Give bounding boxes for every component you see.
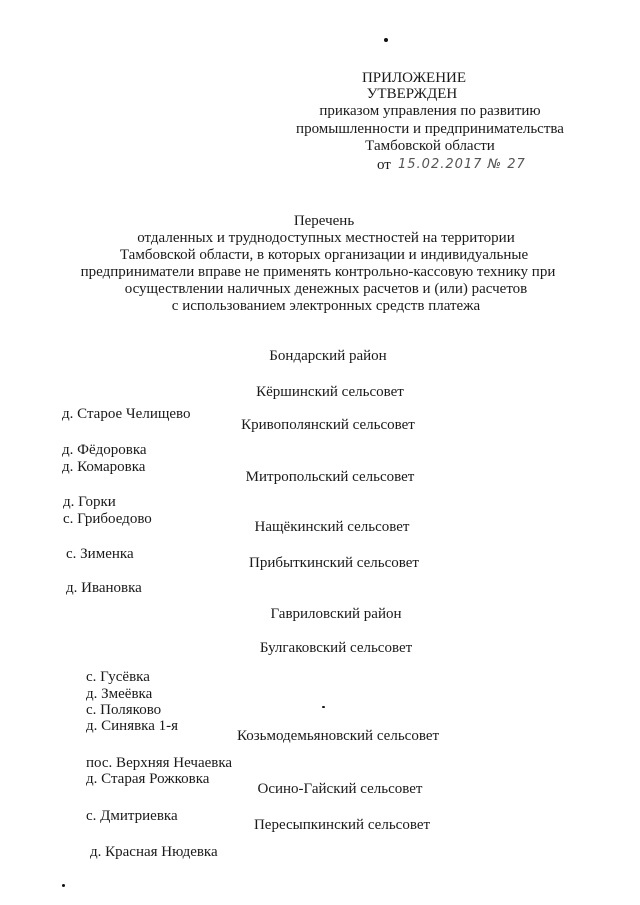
title-line-3: предприниматели вправе не применять контрольно-кассовую технику при: [80, 264, 556, 280]
locality-item: д. Синявка 1-я: [86, 718, 179, 734]
council-name: Нащёкинский сельсовет: [254, 519, 410, 535]
council-name: Кривополянский сельсовет: [241, 417, 415, 433]
locality-item: с. Дмитриевка: [86, 808, 178, 824]
locality-item: с. Грибоедово: [63, 511, 152, 527]
locality-item: д. Старое Челищево: [62, 406, 191, 422]
order-issuer-line-2: промышленности и предпринимательства: [296, 121, 564, 137]
scan-speck: [384, 38, 388, 42]
locality-item: д. Комаровка: [62, 459, 146, 475]
locality-item: д. Старая Рожковка: [86, 771, 210, 787]
district-name: Бондарский район: [269, 348, 387, 364]
locality-item: д. Змеёвка: [86, 686, 153, 702]
approved-label: УТВЕРЖДЕН: [366, 86, 458, 102]
scan-speck: [62, 884, 65, 887]
order-date-prefix: от: [377, 157, 391, 173]
scan-speck: [322, 706, 325, 708]
council-name: Кёршинский сельсовет: [256, 384, 404, 400]
district-name: Гавриловский район: [270, 606, 402, 622]
locality-item: д. Ивановка: [66, 580, 142, 596]
order-issuer-line-3: Тамбовской области: [365, 138, 495, 154]
title-line-2: Тамбовской области, в которых организации и индивидуальные: [119, 247, 529, 263]
council-name: Осино-Гайский сельсовет: [257, 781, 423, 797]
locality-item: с. Гусёвка: [86, 669, 150, 685]
locality-item: д. Красная Нюдевка: [90, 844, 218, 860]
council-name: Пересыпкинский сельсовет: [253, 817, 431, 833]
title-line-4: осуществлении наличных денежных расчетов и (или) расчетов: [124, 281, 528, 297]
council-name: Митропольский сельсовет: [245, 469, 415, 485]
order-handwritten-date: 15.02.2017 № 27: [398, 157, 526, 172]
title-line-5: с использованием электронных средств платежа: [171, 298, 481, 314]
council-name: Прибыткинский сельсовет: [249, 555, 419, 571]
order-issuer-line-1: приказом управления по развитию: [319, 103, 541, 119]
document-heading: Перечень: [293, 213, 355, 229]
locality-item: д. Фёдоровка: [62, 442, 147, 458]
locality-item: пос. Верхняя Нечаевка: [86, 755, 233, 771]
title-line-1: отдаленных и труднодоступных местностей на территории: [137, 230, 515, 246]
appendix-label: ПРИЛОЖЕНИЕ: [361, 70, 467, 86]
locality-item: д. Горки: [63, 494, 116, 510]
locality-item: с. Поляково: [86, 702, 162, 718]
council-name: Козьмодемьяновский сельсовет: [236, 728, 440, 744]
council-name: Булгаковский сельсовет: [259, 640, 413, 656]
locality-item: с. Зименка: [66, 546, 134, 562]
